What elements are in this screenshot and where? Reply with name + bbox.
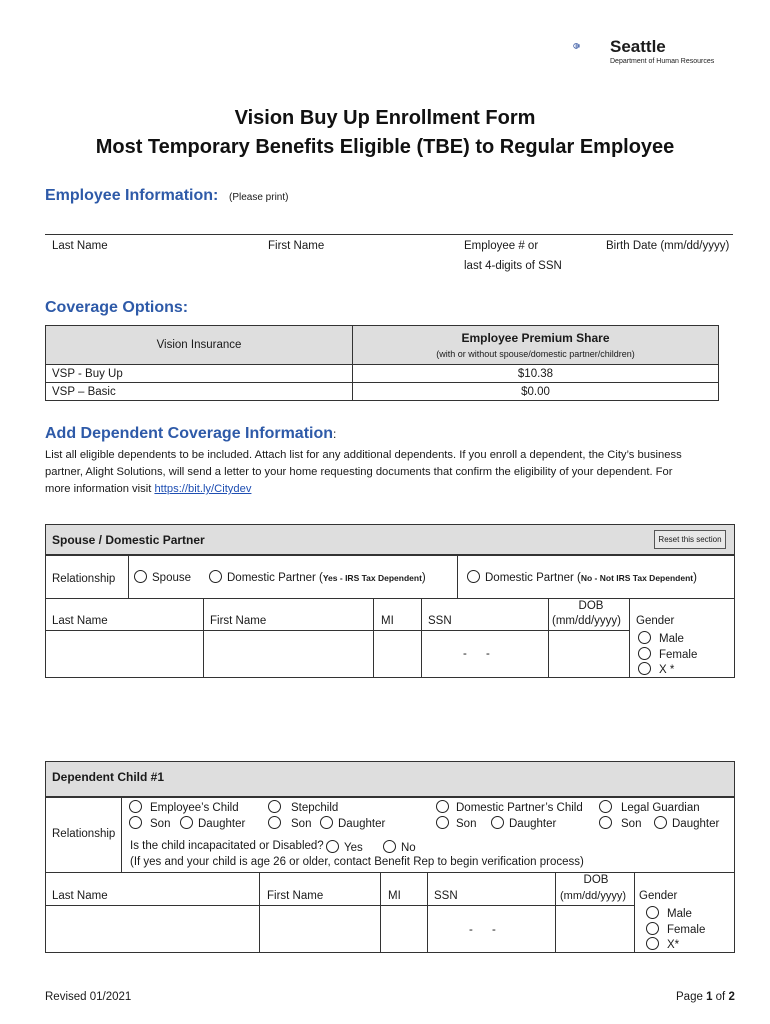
- stepchild-son-option[interactable]: Son: [268, 816, 311, 830]
- radio-icon[interactable]: [646, 937, 659, 950]
- domestic-partner-nontax-option[interactable]: Domestic Partner (No - Not IRS Tax Dependent): [467, 570, 697, 584]
- incapacitated-note: (If yes and your child is age 26 or older, contact Benefit Rep to begin verification process): [130, 856, 584, 868]
- dp-child-option[interactable]: Domestic Partner’s Child: [436, 800, 583, 814]
- spouse-ssn-dashes: - -: [463, 648, 490, 660]
- domestic-partner-tax-option[interactable]: Domestic Partner (Yes - IRS Tax Dependent): [209, 570, 426, 584]
- gender-male-option[interactable]: Male: [638, 631, 684, 645]
- dependent-text-line: partner, Alight Solutions, will send a letter to your home requesting documents that confirm the eligibility of your dependent. For: [45, 466, 673, 478]
- employees-son-option[interactable]: Son: [129, 816, 170, 830]
- table-row: [46, 383, 719, 401]
- page-number: Page 1 of 2: [676, 991, 735, 1003]
- radio-icon[interactable]: [209, 570, 222, 583]
- spouse-gender-label: Gender: [636, 615, 675, 627]
- spouse-option[interactable]: Spouse: [134, 570, 191, 584]
- vision-insurance-header: Vision Insurance: [46, 326, 353, 365]
- plan-price: $10.38: [353, 365, 719, 383]
- dp-son-option[interactable]: Son: [436, 816, 476, 830]
- child-mi[interactable]: MI: [388, 890, 401, 902]
- logo-name: Seattle: [610, 37, 666, 56]
- stepchild-option[interactable]: Stepchild: [268, 800, 338, 814]
- radio-icon[interactable]: [268, 816, 281, 829]
- child-dob-format: (mm/dd/yyyy): [560, 890, 626, 902]
- radio-icon[interactable]: [383, 840, 396, 853]
- relationship-label: Relationship: [52, 573, 116, 585]
- legal-guardian-option[interactable]: Legal Guardian: [599, 800, 700, 814]
- guardian-son-option[interactable]: Son: [599, 816, 641, 830]
- radio-icon[interactable]: [129, 816, 142, 829]
- employee-number-sub: last 4-digits of SSN: [464, 260, 562, 272]
- spouse-last-name[interactable]: Last Name: [52, 615, 108, 627]
- radio-icon[interactable]: [638, 631, 651, 644]
- reset-section-button[interactable]: Reset this section: [654, 530, 726, 549]
- premium-share-sub: (with or without spouse/domestic partner/children): [436, 349, 635, 359]
- dependent-text-line: more information visit: [45, 483, 155, 495]
- spouse-ssn[interactable]: SSN: [428, 615, 452, 627]
- radio-icon[interactable]: [436, 816, 449, 829]
- child-ssn-dashes: - -: [469, 924, 496, 936]
- child-last-name[interactable]: Last Name: [52, 890, 108, 902]
- radio-icon[interactable]: [646, 906, 659, 919]
- incapacitated-no-option[interactable]: No: [383, 840, 416, 854]
- guardian-daughter-option[interactable]: Daughter: [654, 816, 719, 830]
- radio-icon[interactable]: [599, 816, 612, 829]
- employees-daughter-option[interactable]: Daughter: [180, 816, 245, 830]
- radio-icon[interactable]: [654, 816, 667, 829]
- child-heading: Dependent Child #1: [52, 770, 165, 784]
- child-gender-female-option[interactable]: Female: [646, 922, 705, 936]
- spouse-dob-format: (mm/dd/yyyy): [552, 615, 621, 627]
- last-name-field[interactable]: Last Name: [52, 240, 108, 252]
- form-title: Vision Buy Up Enrollment Form: [234, 107, 536, 129]
- first-name-field[interactable]: First Name: [268, 240, 325, 252]
- dependent-heading: Add Dependent Coverage Information: [45, 425, 334, 442]
- child-relationship-label: Relationship: [52, 828, 116, 840]
- dependent-heading-colon: :: [333, 427, 337, 441]
- form-subtitle: Most Temporary Benefits Eligible (TBE) to Regular Employee: [95, 136, 675, 158]
- plan-price: $0.00: [353, 383, 719, 401]
- radio-icon[interactable]: [646, 922, 659, 935]
- child-gender-male-option[interactable]: Male: [646, 906, 692, 920]
- employees-child-option[interactable]: Employee’s Child: [129, 800, 239, 814]
- radio-icon[interactable]: [599, 800, 612, 813]
- birth-date-field[interactable]: Birth Date (mm/dd/yyyy): [606, 240, 730, 252]
- revised-date: Revised 01/2021: [45, 991, 132, 1003]
- employee-info-heading: Employee Information:: [45, 187, 219, 204]
- logo-department: Department of Human Resources: [610, 58, 715, 65]
- plan-name: VSP - Buy Up: [46, 365, 353, 383]
- child-gender-x-option[interactable]: X*: [646, 937, 679, 951]
- radio-icon[interactable]: [129, 800, 142, 813]
- radio-icon[interactable]: [320, 816, 333, 829]
- incapacitated-question: Is the child incapacitated or Disabled?: [130, 840, 324, 852]
- child-dob[interactable]: DOB: [583, 874, 609, 886]
- spouse-first-name[interactable]: First Name: [210, 615, 267, 627]
- seattle-logo-icon: [573, 32, 609, 62]
- premium-share-header: Employee Premium Share: [461, 331, 610, 345]
- gender-x-option[interactable]: X *: [638, 662, 674, 676]
- employee-number-field[interactable]: Employee # or: [464, 240, 539, 252]
- radio-icon[interactable]: [180, 816, 193, 829]
- radio-icon[interactable]: [491, 816, 504, 829]
- city-dev-link[interactable]: https://bit.ly/Citydev: [154, 483, 252, 495]
- stepchild-daughter-option[interactable]: Daughter: [320, 816, 385, 830]
- coverage-heading: Coverage Options:: [45, 299, 189, 316]
- child-first-name[interactable]: First Name: [267, 890, 324, 902]
- spouse-dob[interactable]: DOB: [578, 600, 604, 612]
- spouse-mi[interactable]: MI: [381, 615, 394, 627]
- print-note: (Please print): [229, 192, 289, 203]
- table-row: [46, 365, 719, 383]
- radio-icon[interactable]: [134, 570, 147, 583]
- incapacitated-yes-option[interactable]: Yes: [326, 840, 363, 854]
- dp-daughter-option[interactable]: Daughter: [491, 816, 556, 830]
- radio-icon[interactable]: [638, 662, 651, 675]
- radio-icon[interactable]: [268, 800, 281, 813]
- radio-icon[interactable]: [638, 647, 651, 660]
- radio-icon[interactable]: [436, 800, 449, 813]
- child-ssn[interactable]: SSN: [434, 890, 458, 902]
- child-gender-label: Gender: [639, 890, 678, 902]
- coverage-table: [45, 325, 719, 401]
- radio-icon[interactable]: [467, 570, 480, 583]
- gender-female-option[interactable]: Female: [638, 647, 697, 661]
- radio-icon[interactable]: [326, 840, 339, 853]
- dependent-text-line: List all eligible dependents to be included. Attach list for any additional dependents. If you enroll a dependent, the City’s business: [45, 449, 682, 461]
- spouse-heading: Spouse / Domestic Partner: [52, 533, 205, 547]
- plan-name: VSP – Basic: [46, 383, 353, 401]
